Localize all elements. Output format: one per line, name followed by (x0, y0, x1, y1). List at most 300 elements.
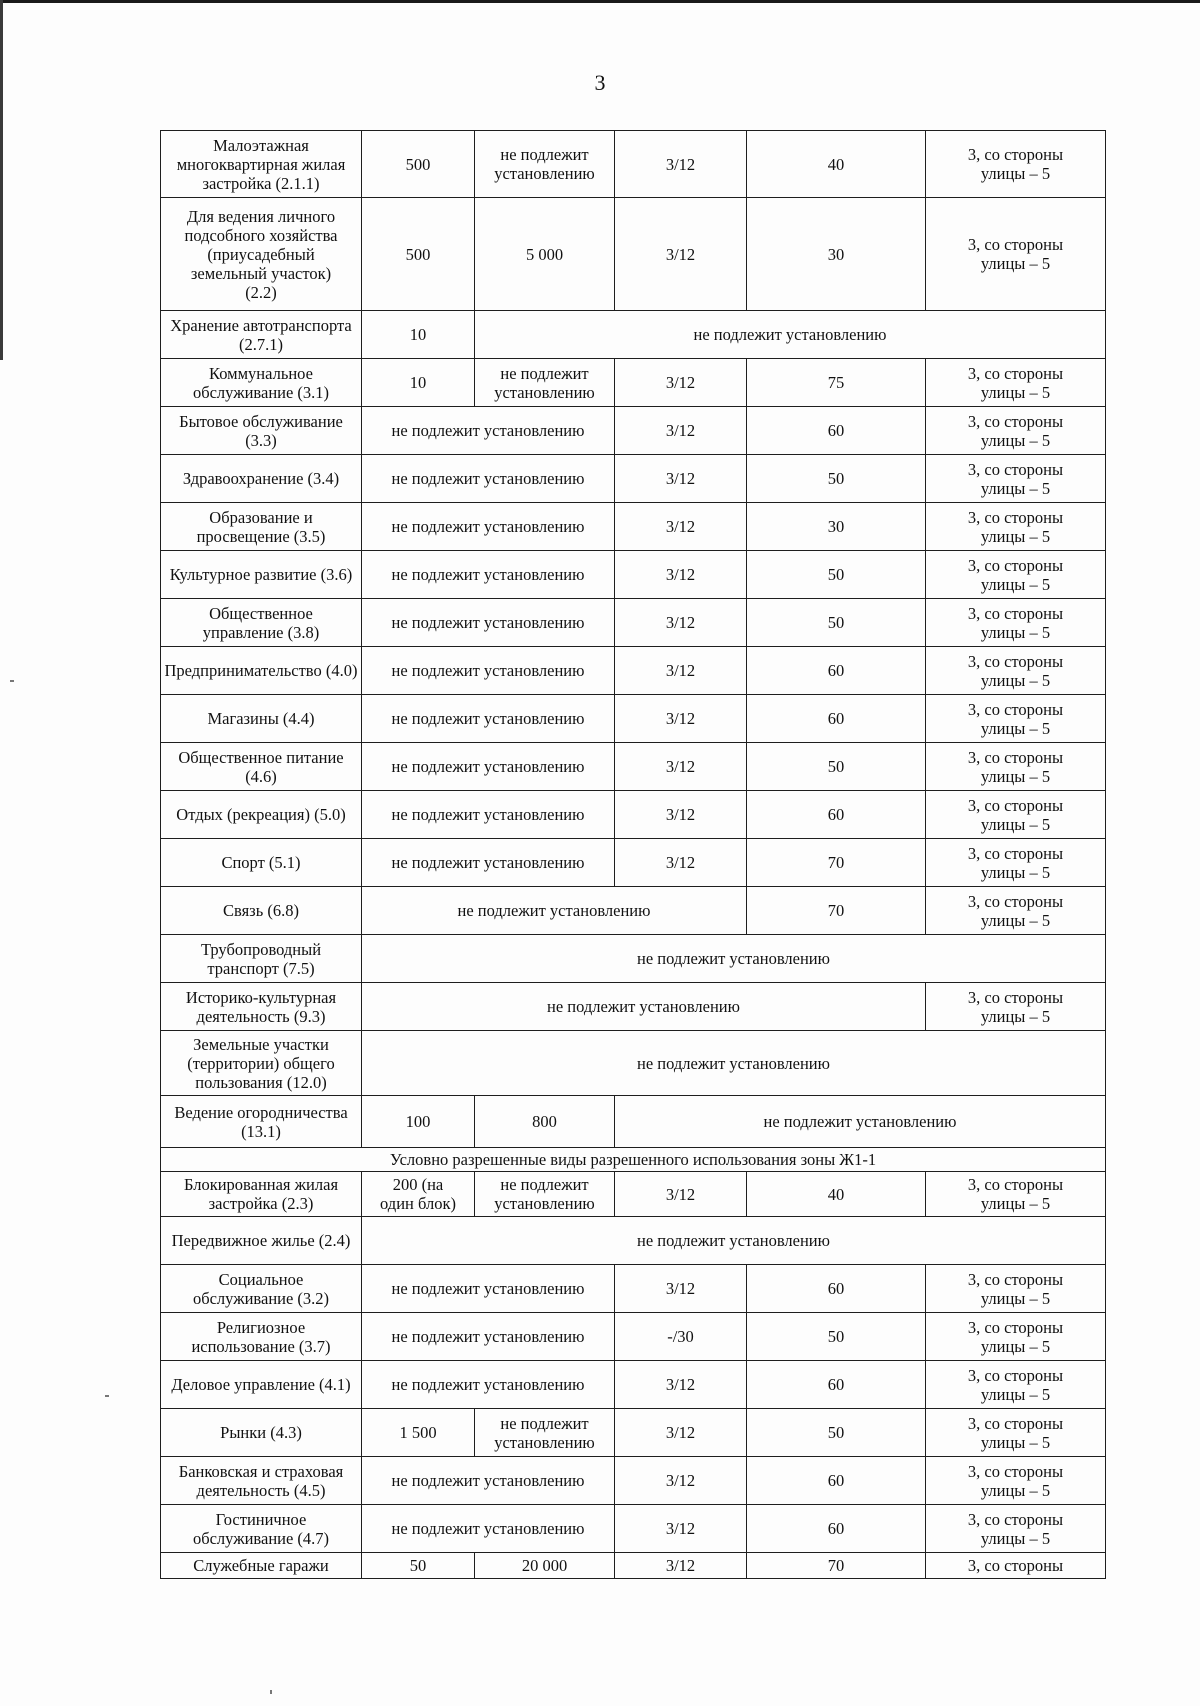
cell-text: не подлежит установлению (391, 805, 585, 824)
cell-text: 3/12 (665, 1375, 696, 1394)
floors-height-cell (615, 599, 747, 647)
floors-height-cell (615, 1265, 747, 1313)
cell-text: 3, со стороны улицы – 5 (967, 699, 1064, 738)
setback-cell (926, 407, 1106, 455)
scan-speck (10, 680, 14, 682)
cell-text: 3, со стороны улицы – 5 (967, 1509, 1064, 1548)
table-row (161, 1505, 1106, 1553)
cell-text: 3, со стороны улицы – 5 (967, 891, 1064, 930)
merged-value-cell (362, 1361, 615, 1409)
cell-text: 3/12 (665, 1556, 696, 1575)
use-type-cell (161, 1313, 362, 1361)
coverage-cell (747, 1265, 926, 1313)
setback-cell (926, 198, 1106, 311)
max-area-cell (475, 1409, 615, 1457)
merged-value-cell (362, 1031, 1106, 1096)
cell-text: Служебные гаражи (193, 1556, 329, 1575)
merged-value-cell (362, 935, 1106, 983)
min-area-cell (362, 1409, 475, 1457)
setback-cell (926, 503, 1106, 551)
cell-text: не подлежит установлению (391, 1471, 585, 1490)
cell-text: 3/12 (665, 613, 696, 632)
coverage-cell (747, 359, 926, 407)
max-area-cell (475, 1096, 615, 1148)
cell-text: 20 000 (521, 1556, 568, 1575)
table-row (161, 1457, 1106, 1505)
cell-text: 3, со стороны улицы – 5 (967, 603, 1064, 642)
merged-value-cell (362, 695, 615, 743)
cell-text: Блокированная жилая застройка (2.3) (183, 1175, 339, 1213)
table-row (161, 647, 1106, 695)
cell-text: Магазины (4.4) (207, 709, 315, 728)
section-header: Условно разрешенные виды разрешенного использования зоны Ж1-1 (161, 1148, 1106, 1172)
setback-cell (926, 839, 1106, 887)
use-type-cell (161, 887, 362, 935)
floors-height-cell (615, 407, 747, 455)
merged-value-cell (362, 1505, 615, 1553)
use-type-cell (161, 1265, 362, 1313)
merged-value-cell (362, 839, 615, 887)
coverage-cell (747, 407, 926, 455)
table-row (161, 1361, 1106, 1409)
cell-text: 3, со стороны улицы – 5 (967, 1365, 1064, 1404)
cell-text: 10 (409, 373, 427, 392)
merged-value-cell (362, 1313, 615, 1361)
setback-cell (926, 887, 1106, 935)
cell-text: не подлежит установлению (494, 1413, 595, 1452)
max-area-cell (475, 1172, 615, 1217)
cell-text: 3/12 (665, 517, 696, 536)
table-row (161, 1031, 1106, 1096)
cell-text: не подлежит установлению (391, 469, 585, 488)
setback-cell (926, 983, 1106, 1031)
table-row (161, 743, 1106, 791)
table-row (161, 1409, 1106, 1457)
coverage-cell (747, 1361, 926, 1409)
cell-text: не подлежит установлению (391, 1375, 585, 1394)
cell-text: 800 (532, 1112, 557, 1131)
table-row (161, 455, 1106, 503)
coverage-cell (747, 1457, 926, 1505)
merged-value-cell (362, 647, 615, 695)
coverage-cell (747, 1172, 926, 1217)
cell-text: Деловое управление (4.1) (171, 1375, 351, 1394)
setback-cell (926, 695, 1106, 743)
cell-text: 3, со стороны улицы – 5 (967, 795, 1064, 834)
cell-text: 50 (827, 565, 845, 584)
table-row (161, 839, 1106, 887)
cell-text: 50 (409, 1556, 427, 1575)
table-row (161, 131, 1106, 198)
cell-text: Образование и просвещение (3.5) (196, 507, 326, 546)
use-type-cell (161, 695, 362, 743)
setback-cell (926, 1361, 1106, 1409)
use-type-cell (161, 983, 362, 1031)
cell-text: 3, со стороны улицы – 5 (967, 1175, 1064, 1213)
land-use-table (160, 130, 1106, 1579)
scan-border-left (0, 0, 3, 360)
cell-text: 3, со стороны улицы – 5 (967, 1413, 1064, 1452)
use-type-cell (161, 311, 362, 359)
use-type-cell (161, 647, 362, 695)
min-area-cell (362, 359, 475, 407)
cell-text: 60 (827, 805, 845, 824)
cell-text: 50 (827, 1423, 845, 1442)
table-row (161, 311, 1106, 359)
cell-text: 500 (405, 154, 431, 174)
max-area-cell (475, 198, 615, 311)
cell-text: 3/12 (665, 661, 696, 680)
cell-text: 3, со стороны (967, 1556, 1064, 1575)
table-row (161, 983, 1106, 1031)
merged-value-cell (362, 455, 615, 503)
cell-text: 50 (827, 469, 845, 488)
cell-text: Культурное развитие (3.6) (169, 565, 353, 584)
cell-text: Земельные участки (территории) общего пользования (12.0) (187, 1034, 335, 1092)
cell-text: 3, со стороны улицы – 5 (967, 459, 1064, 498)
table-row (161, 359, 1106, 407)
cell-text: Рынки (4.3) (220, 1423, 302, 1442)
floors-height-cell (615, 1361, 747, 1409)
cell-text: 3, со стороны улицы – 5 (967, 1461, 1064, 1500)
cell-text: 3/12 (665, 469, 696, 488)
cell-text: Ведение огородничества (13.1) (174, 1102, 348, 1141)
cell-text: 3, со стороны улицы – 5 (967, 363, 1064, 402)
cell-text: не подлежит установлению (637, 1053, 830, 1073)
coverage-cell (747, 131, 926, 198)
use-type-cell (161, 455, 362, 503)
table-row (161, 599, 1106, 647)
setback-cell (926, 599, 1106, 647)
cell-text: 3, со стороны улицы – 5 (967, 411, 1064, 450)
table-row (161, 791, 1106, 839)
cell-text: 60 (827, 709, 845, 728)
cell-text: 3/12 (665, 1279, 696, 1298)
table-row (161, 1096, 1106, 1148)
cell-text: 3/12 (665, 1423, 696, 1442)
floors-height-cell (615, 1172, 747, 1217)
use-type-cell (161, 1505, 362, 1553)
floors-height-cell (615, 839, 747, 887)
cell-text: 1 500 (399, 1423, 437, 1442)
min-area-cell (362, 131, 475, 198)
cell-text: Хранение автотранспорта (2.7.1) (170, 315, 352, 354)
min-area-cell (362, 311, 475, 359)
use-type-cell (161, 839, 362, 887)
cell-text: 60 (827, 1519, 845, 1538)
cell-text: не подлежит установлению (391, 1327, 585, 1346)
use-type-cell (161, 198, 362, 311)
table-row (161, 1217, 1106, 1265)
max-area-cell (475, 131, 615, 198)
cell-text: Бытовое обслуживание (3.3) (179, 411, 343, 450)
cell-text: 70 (827, 901, 845, 920)
coverage-cell (747, 743, 926, 791)
coverage-cell (747, 551, 926, 599)
cell-text: не подлежит установлению (391, 757, 585, 776)
cell-text: не подлежит установлению (391, 709, 585, 728)
floors-height-cell (615, 647, 747, 695)
cell-text: Передвижное жилье (2.4) (171, 1231, 351, 1250)
cell-text: не подлежит установлению (391, 1519, 585, 1538)
coverage-cell (747, 599, 926, 647)
cell-text: 3/12 (665, 853, 696, 872)
floors-height-cell (615, 743, 747, 791)
table-row (161, 551, 1106, 599)
use-type-cell (161, 551, 362, 599)
cell-text: 40 (827, 154, 845, 174)
cell-text: 3/12 (665, 373, 696, 392)
use-type-cell (161, 503, 362, 551)
cell-text: 3, со стороны улицы – 5 (967, 651, 1064, 690)
cell-text: Отдых (рекреация) (5.0) (176, 805, 346, 824)
table-row (161, 198, 1106, 311)
cell-text: не подлежит установлению (494, 145, 595, 183)
cell-text: не подлежит установлению (457, 901, 651, 920)
cell-text: не подлежит установлению (637, 949, 830, 968)
table-row (161, 695, 1106, 743)
floors-height-cell (615, 1505, 747, 1553)
merged-value-cell (362, 983, 926, 1031)
use-type-cell (161, 407, 362, 455)
cell-text: Связь (6.8) (223, 901, 299, 920)
merged-value-cell (475, 311, 1106, 359)
use-type-cell (161, 1457, 362, 1505)
cell-text: не подлежит установлению (693, 325, 887, 344)
use-type-cell (161, 1409, 362, 1457)
setback-cell (926, 743, 1106, 791)
cell-text: 3/12 (665, 1184, 696, 1204)
cell-text: 3, со стороны улицы – 5 (967, 555, 1064, 594)
cell-text: Малоэтажная многоквартирная жилая застройка (2.1.1) (176, 135, 346, 193)
cell-text: 60 (827, 661, 845, 680)
cell-text: 30 (827, 517, 845, 536)
table-body (161, 131, 1106, 1579)
floors-height-cell (615, 455, 747, 503)
cell-text: не подлежит установлению (494, 363, 595, 402)
cell-text: 5 000 (525, 244, 564, 264)
setback-cell (926, 1172, 1106, 1217)
setback-cell (926, 647, 1106, 695)
cell-text: 3, со стороны улицы – 5 (967, 987, 1064, 1026)
floors-height-cell (615, 198, 747, 311)
cell-text: 60 (827, 1375, 845, 1394)
table-row (161, 935, 1106, 983)
cell-text: Банковская и страховая деятельность (4.5) (178, 1461, 344, 1500)
use-type-cell (161, 1361, 362, 1409)
floors-height-cell (615, 503, 747, 551)
cell-text: не подлежит установлению (391, 613, 585, 632)
merged-value-cell (615, 1096, 1106, 1148)
coverage-cell (747, 198, 926, 311)
merged-value-cell (362, 599, 615, 647)
cell-text: 40 (827, 1184, 845, 1204)
cell-text: не подлежит установлению (494, 1175, 595, 1213)
cell-text: 3/12 (665, 1519, 696, 1538)
cell-text: 3, со стороны улицы – 5 (967, 1317, 1064, 1356)
cell-text: 200 (на один блок) (380, 1175, 456, 1213)
use-type-cell (161, 359, 362, 407)
cell-text: 50 (827, 757, 845, 776)
floors-height-cell (615, 1409, 747, 1457)
cell-text: Гостиничное обслуживание (4.7) (192, 1509, 330, 1548)
coverage-cell (747, 887, 926, 935)
coverage-cell (747, 839, 926, 887)
cell-text: не подлежит установлению (391, 565, 585, 584)
setback-cell (926, 131, 1106, 198)
cell-text: 60 (827, 1471, 845, 1490)
coverage-cell (747, 1553, 926, 1579)
merged-value-cell (362, 1217, 1106, 1265)
cell-text: 3, со стороны улицы – 5 (967, 507, 1064, 546)
floors-height-cell (615, 359, 747, 407)
cell-text: Коммунальное обслуживание (3.1) (192, 363, 330, 402)
max-area-cell (475, 359, 615, 407)
cell-text: 3/12 (665, 709, 696, 728)
cell-text: Предпринимательство (4.0) (164, 661, 358, 680)
use-type-cell (161, 1172, 362, 1217)
cell-text: 70 (827, 853, 845, 872)
min-area-cell (362, 1172, 475, 1217)
coverage-cell (747, 455, 926, 503)
setback-cell (926, 1409, 1106, 1457)
setback-cell (926, 359, 1106, 407)
cell-text: 50 (827, 613, 845, 632)
use-type-cell (161, 935, 362, 983)
table-row (161, 1553, 1106, 1579)
cell-text: Социальное обслуживание (3.2) (192, 1269, 330, 1308)
cell-text: Для ведения личного подсобного хозяйства (приусадебный земельный участок) (2.2) (184, 206, 338, 302)
floors-height-cell (615, 131, 747, 198)
cell-text: 3, со стороны улицы – 5 (967, 145, 1064, 183)
min-area-cell (362, 1096, 475, 1148)
cell-text: 75 (827, 373, 845, 392)
coverage-cell (747, 1505, 926, 1553)
floors-height-cell (615, 695, 747, 743)
cell-text: 3/12 (665, 805, 696, 824)
setback-cell (926, 551, 1106, 599)
table-row (161, 1265, 1106, 1313)
table-row (161, 887, 1106, 935)
coverage-cell (747, 791, 926, 839)
setback-cell (926, 455, 1106, 503)
floors-height-cell (615, 551, 747, 599)
coverage-cell (747, 1313, 926, 1361)
cell-text: не подлежит установлению (763, 1112, 957, 1131)
use-type-cell (161, 791, 362, 839)
cell-text: 3/12 (665, 565, 696, 584)
setback-cell (926, 1505, 1106, 1553)
cell-text: Трубопроводный транспорт (7.5) (200, 939, 322, 978)
coverage-cell (747, 1409, 926, 1457)
min-area-cell (362, 1553, 475, 1579)
use-type-cell (161, 743, 362, 791)
floors-height-cell (615, 1313, 747, 1361)
cell-text: 60 (827, 1279, 845, 1298)
cell-text: не подлежит установлению (391, 421, 585, 440)
cell-text: не подлежит установлению (637, 1231, 830, 1250)
cell-text: 3/12 (665, 421, 696, 440)
use-type-cell (161, 131, 362, 198)
cell-text: не подлежит установлению (391, 1279, 585, 1298)
floors-height-cell (615, 1457, 747, 1505)
cell-text: 3, со стороны улицы – 5 (967, 747, 1064, 786)
table-row (161, 407, 1106, 455)
table-row (161, 503, 1106, 551)
cell-text: 500 (405, 244, 431, 264)
coverage-cell (747, 695, 926, 743)
cell-text: не подлежит установлению (547, 997, 740, 1016)
cell-text: Общественное управление (3.8) (202, 603, 320, 642)
cell-text: -/30 (667, 1327, 694, 1346)
cell-text: 70 (827, 1556, 845, 1575)
use-type-cell (161, 1217, 362, 1265)
scan-speck (105, 1395, 109, 1397)
floors-height-cell (615, 791, 747, 839)
cell-text: не подлежит установлению (391, 517, 585, 536)
scan-border-top (0, 0, 1200, 3)
merged-value-cell (362, 887, 747, 935)
cell-text: Спорт (5.1) (221, 853, 301, 872)
merged-value-cell (362, 1457, 615, 1505)
cell-text: 3/12 (665, 154, 696, 174)
cell-text: 50 (827, 1327, 845, 1346)
cell-text: 3/12 (665, 1471, 696, 1490)
cell-text: Религиозное использование (3.7) (191, 1317, 331, 1356)
floors-height-cell (615, 1553, 747, 1579)
table-row (161, 1172, 1106, 1217)
cell-text: Историко-культурная деятельность (9.3) (185, 987, 337, 1026)
cell-text: 3/12 (665, 244, 696, 264)
max-area-cell (475, 1553, 615, 1579)
page-number: 3 (594, 70, 606, 95)
cell-text: 60 (827, 421, 845, 440)
use-type-cell (161, 1031, 362, 1096)
merged-value-cell (362, 503, 615, 551)
cell-text: Здравоохранение (3.4) (182, 469, 340, 488)
use-type-cell (161, 1553, 362, 1579)
cell-text: 100 (405, 1112, 431, 1131)
cell-text: 10 (409, 325, 427, 344)
section-header-row (161, 1148, 1106, 1172)
merged-value-cell (362, 791, 615, 839)
use-type-cell (161, 1096, 362, 1148)
merged-value-cell (362, 743, 615, 791)
cell-text: 3/12 (665, 757, 696, 776)
cell-text: не подлежит установлению (391, 853, 585, 872)
cell-text: 3, со стороны улицы – 5 (967, 1269, 1064, 1308)
setback-cell (926, 1265, 1106, 1313)
cell-text: не подлежит установлению (391, 661, 585, 680)
scan-speck (270, 1690, 272, 1694)
setback-cell (926, 1457, 1106, 1505)
setback-cell (926, 1313, 1106, 1361)
cell-text: 30 (827, 244, 845, 264)
setback-cell (926, 1553, 1106, 1579)
use-type-cell (161, 599, 362, 647)
coverage-cell (747, 503, 926, 551)
cell-text: 3, со стороны улицы – 5 (967, 235, 1064, 273)
cell-text: Общественное питание (4.6) (178, 747, 344, 786)
merged-value-cell (362, 551, 615, 599)
merged-value-cell (362, 1265, 615, 1313)
merged-value-cell (362, 407, 615, 455)
min-area-cell (362, 198, 475, 311)
table-row (161, 1313, 1106, 1361)
setback-cell (926, 791, 1106, 839)
cell-text: 3, со стороны улицы – 5 (967, 843, 1064, 882)
coverage-cell (747, 647, 926, 695)
